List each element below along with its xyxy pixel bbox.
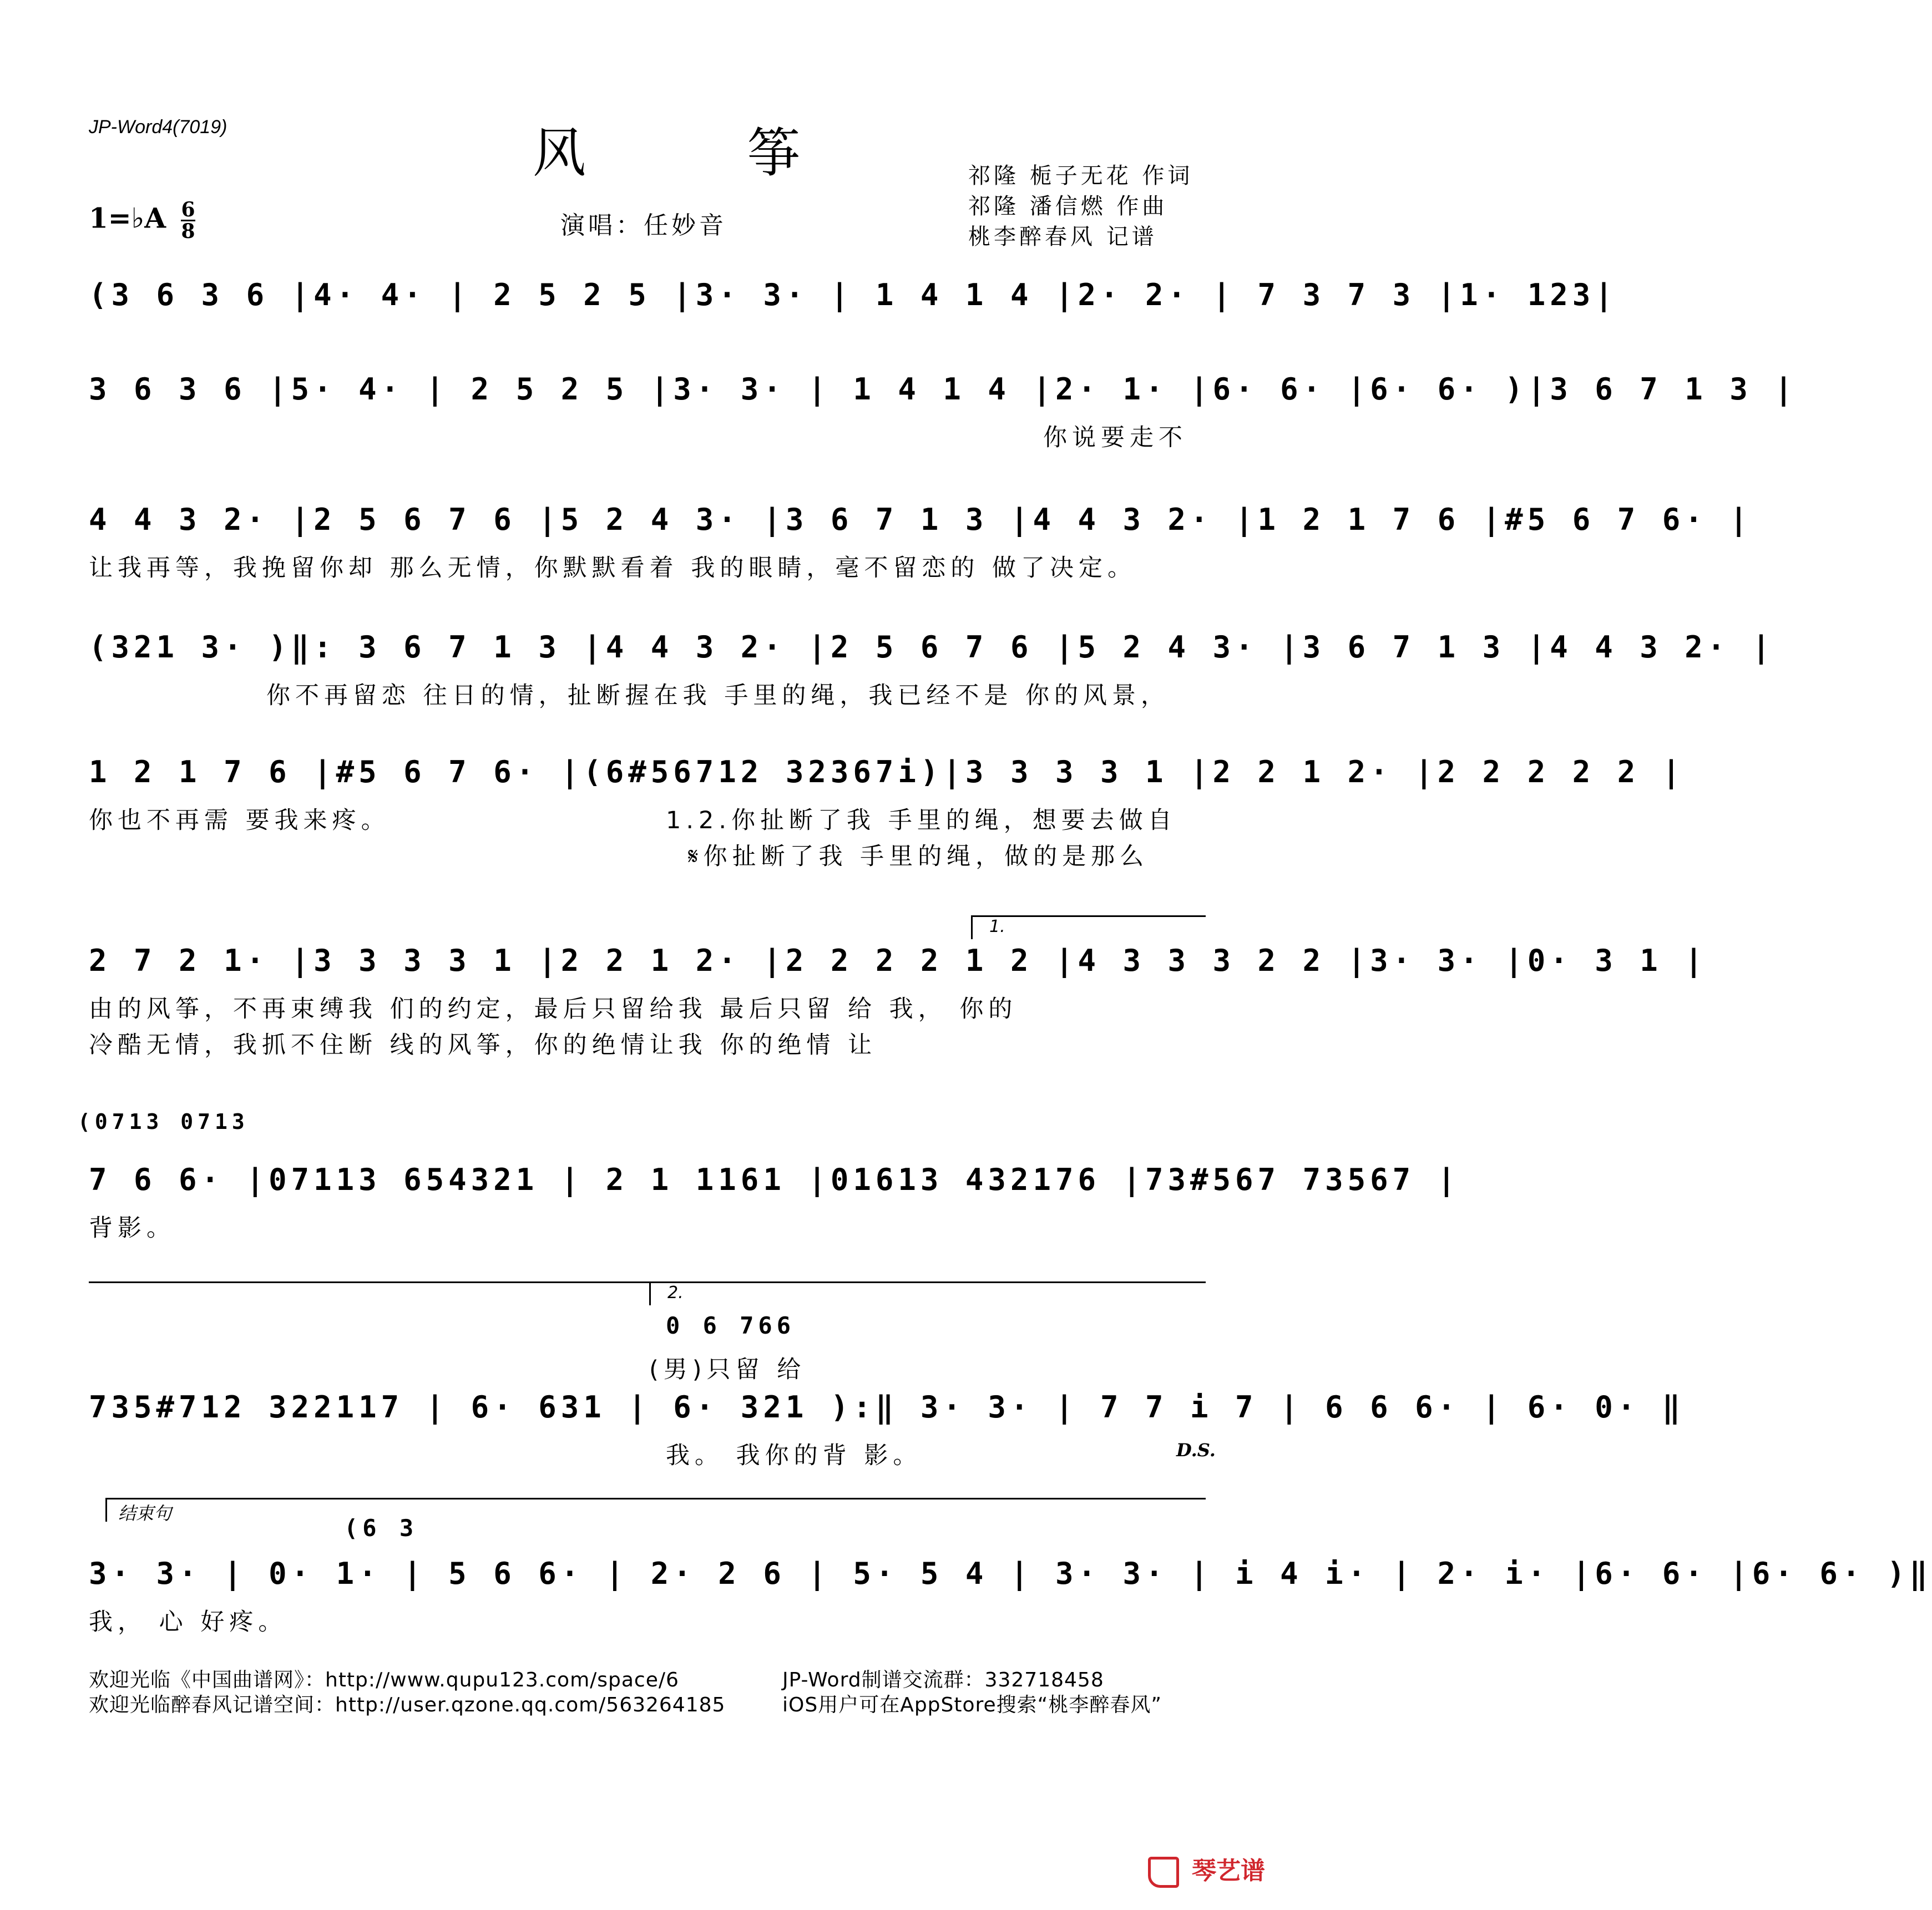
- volta-1-bracket: [971, 915, 1206, 939]
- lyrics-line: 我。 我你的背 影。: [666, 1442, 922, 1470]
- notation-line: 3· 3· | 0· 1· | 5 6 6· | 2· 2 6 | 5· 5 4 | 3· 3· | i 4 i· | 2· i· |6· 6· |6· 6· )‖: [89, 1556, 1932, 1591]
- notation-line: 3 6 3 6 |5· 4· | 2 5 2 5 |3· 3· | 1 4 1 4 |2· 1· |6· 6· |6· 6· )|3 6 7 1 3 |: [89, 372, 1797, 407]
- upper-notation: 0 6 766: [666, 1312, 796, 1339]
- time-signature: [181, 200, 195, 241]
- coda-bracket: [105, 1498, 1206, 1522]
- score-system-1: [89, 277, 1617, 344]
- notation-line: (321 3· )‖: 3 6 7 1 3 |4 4 3 2· |2 5 6 7 6 |5 2 4 3· |3 6 7 1 3 |4 4 3 2· |: [89, 630, 1775, 665]
- software-label: JP-Word4(7019): [89, 116, 227, 138]
- score-system-2: [89, 372, 1797, 460]
- watermark-text: 琴艺谱: [1192, 1857, 1265, 1885]
- footer-link-qzone: 欢迎光临醉春风记谱空间：http://user.qzone.qq.com/563264185: [89, 1694, 726, 1716]
- footer-link-qupu: 欢迎光临《中国曲谱网》：http://www.qupu123.com/space/6: [89, 1669, 679, 1691]
- music-note-icon: [1148, 1857, 1179, 1888]
- score-system-5: [89, 754, 1685, 899]
- transcriber-credit: 桃李醉春风 记谱: [968, 224, 1157, 250]
- lyrics-line: 我， 心 好疼。: [89, 1608, 287, 1636]
- ossia-line: (0713 0713: [78, 1109, 249, 1134]
- lyrics-line: 由的风筝，不再束缚我 们的约定，最后只留给我 最后只留 给 我， 你的: [89, 995, 1018, 1023]
- score-system-9: [89, 1498, 1932, 1653]
- lyricist-credit: 祁隆 栀子无花 作词: [968, 163, 1193, 189]
- volta-2-bracket: [649, 1281, 1206, 1305]
- notation-line: 735#712 322117 | 6· 631 | 6· 321 ):‖ 3· 3· | 7 7 i 7 | 6 6 6· | 6· 0· ‖: [89, 1390, 1685, 1425]
- ds-marking: D.S.: [1176, 1440, 1216, 1461]
- footer-qq-group: JP-Word制谱交流群：332718458: [782, 1669, 1104, 1691]
- notation-line: (3 6 3 6 |4· 4· | 2 5 2 5 |3· 3· | 1 4 1 4 |2· 2· | 7 3 7 3 |1· 123|: [89, 277, 1617, 312]
- score-system-4: [89, 630, 1775, 718]
- time-bottom: 8: [181, 220, 195, 243]
- score-system-7: [78, 1109, 1460, 1242]
- score-system-8: [89, 1283, 1685, 1470]
- ossia-line: (6 3: [344, 1514, 418, 1542]
- notation-line: 1 2 1 7 6 |#5 6 7 6· |(6#56712 32367i)|3 3 3 3 1 |2 2 1 2· |2 2 2 2 2 |: [89, 754, 1685, 789]
- score-system-3: [89, 502, 1752, 591]
- key-signature: [89, 200, 195, 241]
- lyrics-verse-1-2: 1.2.你扯断了我 手里的绳，想要去做自: [666, 807, 1177, 834]
- volta-1-label: 1.: [989, 917, 1005, 936]
- lyrics-segno-verse: 𝄋你扯断了我 手里的绳，做的是那么: [688, 843, 1149, 870]
- coda-label: 结束句: [118, 1503, 172, 1524]
- staff-divider: [89, 1281, 649, 1283]
- lyrics-line: 让我再等，我挽留你却 那么无情，你默默看着 我的眼睛，毫不留恋的 做了决定。: [89, 554, 1137, 582]
- time-top: 6: [181, 198, 195, 221]
- song-title: 风 筝: [533, 122, 873, 184]
- composer-credit: 祁隆 潘信燃 作曲: [968, 194, 1168, 219]
- notation-line: 7 6 6· |07113 654321 | 2 1 1161 |01613 432176 |73#567 73567 |: [89, 1162, 1460, 1197]
- notation-line: 2 7 2 1· |3 3 3 3 1 |2 2 1 2· |2 2 2 2 1 2 |4 3 3 3 2 2 |3· 3· |0· 3 1 |: [89, 943, 1707, 978]
- upper-lyrics: (男)只留 给: [649, 1356, 806, 1384]
- lyrics-line: 背影。: [89, 1214, 175, 1242]
- lyrics-line: 你说要走不: [1043, 424, 1187, 452]
- key-label: 1=♭A: [89, 201, 166, 235]
- footer-ios-note: iOS用户可在AppStore搜索“桃李醉春风”: [782, 1694, 1162, 1716]
- watermark-logo: [1148, 1851, 1265, 1888]
- lyrics-verse-2: 冷酷无情，我抓不住断 线的风筝，你的绝情让我 你的绝情 让: [89, 1031, 877, 1059]
- volta-2-label: 2.: [667, 1283, 684, 1303]
- singer-credit: 演唱：任妙音: [560, 211, 727, 240]
- lyrics-line: 你不再留恋 往日的情，扯断握在我 手里的绳，我已经不是 你的风景，: [266, 682, 1170, 710]
- score-system-6: [89, 917, 1707, 1087]
- lyrics-line: 你也不再需 要我来疼。: [89, 807, 390, 834]
- notation-line: 4 4 3 2· |2 5 6 7 6 |5 2 4 3· |3 6 7 1 3 |4 4 3 2· |1 2 1 7 6 |#5 6 7 6· |: [89, 502, 1752, 537]
